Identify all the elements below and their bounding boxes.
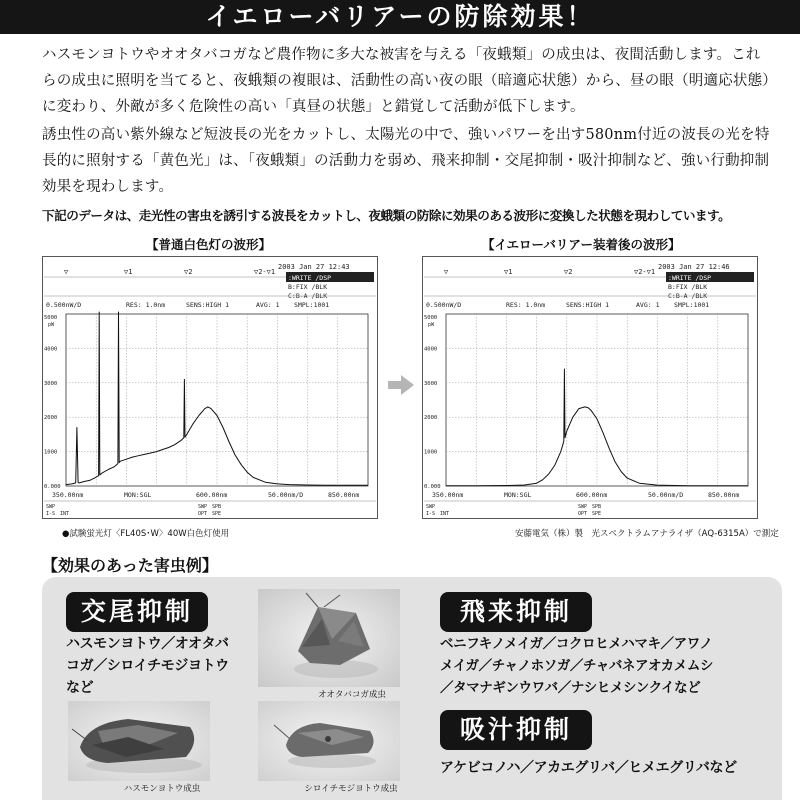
trace-line: B:FIX /BLK	[668, 283, 708, 291]
trace-line: B:FIX /BLK	[288, 283, 328, 291]
plot-area	[66, 314, 368, 486]
list-item: ベニフキノメイガ／コクロヒメハマキ／アワノ	[440, 636, 713, 652]
chart-timestamp: 2003 Jan 27 12:46	[658, 263, 730, 271]
y-unit-label: pW	[428, 322, 435, 328]
list-item: コガ／シロイチモジヨトウ	[66, 658, 229, 674]
x-axis-label: 350.00nm	[52, 491, 84, 499]
intro-paragraph-1: ハスモンヨトウやオオタバコガなど農作物に多大な被害を与える「夜蛾類」の成虫は、夜間活動します。これらの成虫に照明を当てると、夜蛾類の複眼は、活動性の高い夜の眼（暗適応状態）から、昼の眼（明適応状態）に変わり、外敵が多く危険性の高い「真昼の状態」と錯覚して活動が低下します。	[42, 47, 770, 115]
helicoverpa-caption: オオタバコガ成虫	[318, 690, 386, 700]
soft-key-label: INT	[440, 511, 450, 517]
helicoverpa-photo	[258, 589, 400, 687]
intro-text	[42, 42, 772, 202]
mating-suppression-badge: 交尾抑制	[66, 592, 208, 632]
moth-icon	[258, 701, 400, 781]
y-unit-label: pW	[48, 322, 55, 328]
right-arrow-icon	[386, 373, 416, 397]
soft-key-label: SPB	[592, 504, 602, 510]
after-waveform-title: 【イエローバリアー装着後の波形】	[482, 237, 681, 252]
y-tick-label: 5000	[424, 315, 438, 321]
data-lead-text: 下記のデータは、走光性の害虫を誘引する波長をカットし、夜蛾類の防除に効果のある波形に変換した状態を現わしています。	[42, 208, 731, 223]
chart-marker-label: ▽2	[184, 268, 193, 276]
y-tick-label: 3000	[424, 380, 438, 387]
white-light-spectrum-chart	[42, 256, 378, 519]
soft-key-label: SWP	[426, 504, 436, 510]
trace-line: C:B-A /BLK	[288, 292, 328, 300]
soft-key-label: SPE	[212, 511, 222, 517]
chart-setting: SENS:HIGH 1	[186, 301, 230, 309]
chart-marker-label: ▽	[64, 268, 69, 276]
chart-setting: AVG: 1	[636, 301, 660, 309]
soft-key-label: SWP	[46, 504, 56, 510]
spodoptera-exigua-caption: シロイチモジヨトウ成虫	[304, 784, 398, 794]
yellow-barrier-spectrum-chart	[422, 256, 758, 519]
y-tick-label: 2000	[44, 415, 58, 422]
chart-marker-label: ▽2-▽1	[634, 268, 656, 276]
chart-setting: 0.500nW/D	[426, 301, 462, 309]
y-tick-label: 0.000	[44, 484, 61, 490]
spodoptera-exigua-photo	[258, 701, 400, 781]
test-lamp-note: ●試験蛍光灯〈FL40S･W〉40W白色灯使用	[62, 529, 230, 539]
moth-icon	[68, 701, 210, 781]
soft-key-label: SWP	[578, 504, 588, 510]
intro-paragraph-2: 誘虫性の高い紫外線など短波長の光をカットし、太陽光の中で、強いパワーを出す580nm付近の波長の光を特長的に照射する「黄色光」は、「夜蛾類」の活動力を弱め、飛来抑制・交尾抑制・吸汁抑制など、強い行動抑制効果を現わします。	[42, 127, 770, 195]
spodoptera-litura-caption: ハスモンヨトウ成虫	[123, 784, 201, 794]
sucking-suppression-badge: 吸汁抑制	[440, 710, 592, 750]
page-banner: イエローバリアーの防除効果！	[0, 0, 800, 34]
soft-key-label: I-S	[46, 511, 56, 517]
x-axis-label: MON:SGL	[504, 491, 532, 499]
x-axis-label: 600.00nm	[576, 491, 608, 499]
chart-marker-label: ▽1	[504, 268, 513, 276]
chart-setting: SMPL:1001	[294, 301, 330, 309]
y-tick-label: 0.000	[424, 484, 441, 490]
y-tick-label: 4000	[44, 346, 58, 353]
y-tick-label: 4000	[424, 346, 438, 353]
chart-setting: RES: 1.0nm	[126, 301, 166, 309]
list-item: など	[66, 680, 94, 696]
plot-area	[446, 314, 748, 486]
x-axis-label: 50.00nm/D	[268, 491, 304, 499]
trace-line: :WRITE /DSP	[288, 274, 332, 282]
list-item: メイガ／チャノホソガ／チャバネアオカメムシ	[440, 658, 714, 674]
soft-key-label: SPB	[212, 504, 222, 510]
y-tick-label: 1000	[424, 449, 438, 456]
spodoptera-litura-photo	[68, 701, 210, 781]
chart-marker-label: ▽2-▽1	[254, 268, 276, 276]
chart-setting: SMPL:1001	[674, 301, 710, 309]
measurement-note: 安藤電気（株）製 光スペクトラムアナライザ（AQ-6315A）で測定	[515, 529, 779, 539]
before-waveform-title: 【普通白色灯の波形】	[146, 237, 272, 252]
mating-pest-list	[66, 633, 266, 699]
soft-key-label: OPT	[578, 511, 588, 517]
soft-key-label: OPT	[198, 511, 208, 517]
y-tick-label: 1000	[44, 449, 58, 456]
soft-key-label: SPE	[592, 511, 602, 517]
x-axis-label: 600.00nm	[196, 491, 228, 499]
chart-marker-label: ▽2	[564, 268, 573, 276]
list-item: ハスモンヨトウ／オオタバ	[66, 636, 229, 652]
list-item: アケビコノハ／アカエグリバ／ヒメエグリバなど	[440, 760, 737, 776]
flying-suppression-badge: 飛来抑制	[440, 592, 592, 632]
sucking-pest-list	[440, 757, 780, 779]
flying-pest-list	[440, 633, 780, 699]
chart-setting: AVG: 1	[256, 301, 280, 309]
y-tick-label: 5000	[44, 315, 58, 321]
x-axis-label: 850.00nm	[708, 491, 740, 499]
chart-setting: RES: 1.0nm	[506, 301, 546, 309]
list-item: ／タマナギンウワバ／ナシヒメシンクイなど	[440, 680, 701, 696]
chart-marker-label: ▽	[444, 268, 449, 276]
soft-key-label: SWP	[198, 504, 208, 510]
chart-marker-label: ▽1	[124, 268, 133, 276]
section-title: 【効果のあった害虫例】	[42, 556, 218, 575]
chart-timestamp: 2003 Jan 27 12:43	[278, 263, 350, 271]
x-axis-label: 50.00nm/D	[648, 491, 684, 499]
trace-line: :WRITE /DSP	[668, 274, 712, 282]
x-axis-label: MON:SGL	[124, 491, 152, 499]
moth-icon	[258, 589, 400, 687]
y-tick-label: 3000	[44, 380, 58, 387]
y-tick-label: 2000	[424, 415, 438, 422]
soft-key-label: I-S	[426, 511, 436, 517]
soft-key-label: INT	[60, 511, 70, 517]
chart-setting: 0.500nW/D	[46, 301, 82, 309]
x-axis-label: 350.00nm	[432, 491, 464, 499]
chart-setting: SENS:HIGH 1	[566, 301, 610, 309]
pest-examples-panel	[42, 577, 782, 800]
x-axis-label: 850.00nm	[328, 491, 360, 499]
trace-line: C:B-A /BLK	[668, 292, 708, 300]
